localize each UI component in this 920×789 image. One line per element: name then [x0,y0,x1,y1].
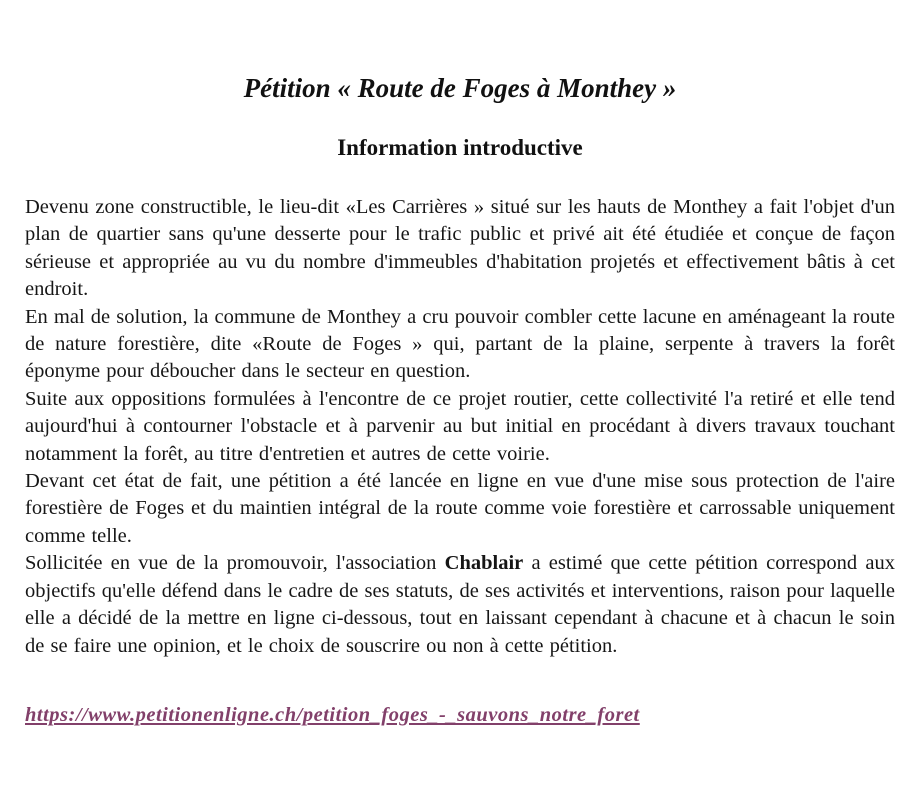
page-subtitle: Information introductive [337,135,583,160]
document-page [0,72,920,789]
bold-text: Chablair [444,552,524,575]
paragraph [25,550,895,660]
text-segment: a estimé que cette pétition correspond aux objectifs qu'elle défend dans le cadre de ses statuts, de ses activités et interventions, raison pour laquelle elle a décidé de la mettre en ligne ci-dessous, tout en laissant cependant à chacune et à chacun le soin de se faire une opinion, et le choix de souscrire ou non à cette pétition. [25,552,895,657]
text-segment: Sollicitée en vue de la promouvoir, l'association [25,552,445,575]
petition-link[interactable]: https://www.petitionenligne.ch/petition_foges_-_sauvons_notre_foret [25,703,640,726]
paragraph [25,468,895,550]
page-title: Pétition « Route de Foges à Monthey » [243,73,677,103]
text-segment: Devant cet état de fait, une pétition a été lancée en ligne en vue d'une mise sous protection de l'aire forestière de Foges et du maintien intégral de la route comme voie forestière et carrossable uniquement comme telle. [25,470,895,547]
link-row [25,704,895,727]
text-segment: Suite aux oppositions formulées à l'encontre de ce projet routier, cette collectivité l'a retiré et elle tend aujourd'hui à contourner l'obstacle et à parvenir au but initial en procédant à divers travaux touchant notamment la forêt, au titre d'entretien et autres de cette voirie. [25,387,895,465]
paragraph [25,386,895,468]
paragraph [25,194,895,304]
text-segment: En mal de solution, la commune de Monthey a cru pouvoir combler cette lacune en aménageant la route de nature forestière, dite «Route de Foges » qui, partant de la plaine, serpente à travers la forêt éponyme pour déboucher dans le secteur en question. [25,305,895,383]
body-text [25,194,895,660]
paragraph [25,304,895,386]
text-segment: Devenu zone constructible, le lieu-dit «Les Carrières » situé sur les hauts de Monthey a fait l'objet d'un plan de quartier sans qu'une desserte pour le trafic public et privé ait été étudiée et conçue de façon sérieuse et appropriée au vu du nombre d'immeubles d'habitation projetés et effectivement bâtis à cet endroit. [25,196,895,301]
